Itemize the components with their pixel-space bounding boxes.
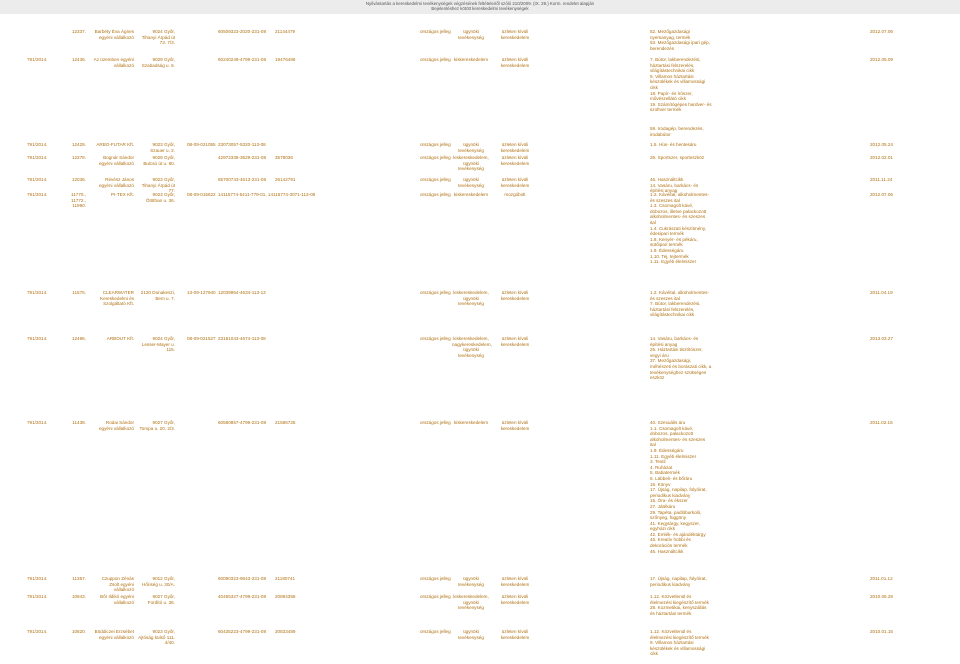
- scope: országos jelleg: [420, 155, 451, 160]
- product-list: [650, 336, 712, 381]
- trader-name: CLEARWATER Kereskedelmi és Szolgáltató Kft.: [100, 290, 134, 307]
- record-number: 11438.: [72, 420, 86, 425]
- trade-form: üzleten kívüli kereskedelem: [500, 142, 530, 153]
- product-item: 26. Sportszer, sporteszköz: [650, 155, 705, 160]
- scope: országos jelleg: [420, 142, 451, 147]
- start-date: 2011.11.24: [870, 177, 893, 182]
- tax-number: 65700743-4613-231-08: [218, 177, 267, 182]
- tax-number: 60240249-4799-231-08: [218, 57, 267, 62]
- product-item: 1.1. Csomagolt kávé, dobozos, palackozott alkoholmentes- és szeszes ital: [650, 425, 706, 448]
- company-reg-number: 08-09-021527: [187, 336, 216, 341]
- product-item: 1.12. Közvetlenül és élelmezési kiegészítő termék: [650, 629, 709, 640]
- record-number: 12496.: [71, 336, 86, 341]
- trade-form: üzleten kívüli kereskedelem: [500, 177, 530, 188]
- product-list: [650, 142, 712, 148]
- start-date: 2012.05.24: [870, 142, 893, 147]
- activity-type: kiskereskedelem, ügynöki tevékenység: [453, 290, 489, 307]
- registry-number: 791/2014.: [27, 155, 48, 160]
- product-item: 14. Vasáru, barkács- és építési anyag: [650, 182, 699, 194]
- header-title: Nyilvántartás a kereskedelmi tevékenységek végzésének feltételeiről szóló 210/2009. (IX. 29.) Korm. rendelet alapján: [365, 1, 595, 6]
- product-item: 1.4. Cukrászati készítmény, édesipari termék: [650, 225, 707, 237]
- start-date: 2013.03.27: [870, 336, 893, 341]
- scope: országos jelleg: [420, 629, 451, 634]
- registry-number: 791/2014.: [27, 420, 48, 425]
- activity-type: kiskereskedelem: [453, 420, 489, 425]
- activity-type: kiskereskedelem, ügynöki tevékenység: [453, 155, 489, 172]
- trader-name: Bőr Ildikó egyéni vállalkozó: [100, 594, 134, 605]
- start-date: 2011.01.12: [870, 576, 893, 581]
- start-date: 2011.02.16: [870, 420, 893, 425]
- product-item: 5. Babatermék: [650, 470, 680, 476]
- product-item: 46. Használtcikk: [650, 548, 684, 554]
- product-item: 17. Újság, napilap, folyóirat, periodikus kiadvány: [650, 576, 707, 587]
- product-list: [650, 57, 712, 113]
- trade-form: üzleten kívüli kereskedelem: [500, 29, 530, 40]
- trader-address: 9023 Győr, Ötöthan u. 36.: [145, 192, 175, 203]
- document-header: [0, 0, 960, 14]
- product-list: [650, 629, 712, 657]
- start-date: 2012.02.01: [870, 155, 893, 160]
- company-reg-number: 13-09-127940: [187, 290, 216, 295]
- trader-name: Révész János egyéni vállalkozó: [99, 177, 134, 188]
- trade-form: üzleten kívüli kereskedelem: [500, 576, 530, 587]
- product-item: 27. Játékáru: [650, 503, 676, 509]
- activity-type: kiskereskedelem, ügynöki tevékenység: [453, 594, 489, 611]
- product-item: 1.5. Hús- és hentesáru: [650, 142, 697, 147]
- scope: országos jelleg: [420, 57, 451, 62]
- stat-number: 21144479: [275, 29, 296, 34]
- product-item: 16. Könyv: [650, 481, 671, 487]
- stat-number: 21586725: [275, 420, 296, 425]
- tax-number: 60090323-9643-231-08: [218, 576, 267, 581]
- trader-address: 9027 Győr, Fordító u. 36.: [147, 594, 175, 605]
- stat-number: 20894358: [275, 594, 296, 599]
- tax-number: 60580857-4799-231-08: [218, 420, 267, 425]
- stat-number: 26142791: [275, 177, 296, 182]
- activity-type: ügynöki tevékenység: [458, 142, 484, 153]
- company-reg-number: 08-09-021055: [187, 142, 216, 147]
- tax-number: 40455327-4799-231-08: [218, 594, 267, 599]
- trade-form: üzleten kívüli kereskedelem: [500, 336, 530, 347]
- stat-number: 3578036: [275, 155, 293, 160]
- registry-number: 791/2014.: [27, 192, 48, 197]
- stat-number: 20833489: [275, 629, 296, 634]
- product-item: 52. Mezőgazdasági nyersanyag, termék: [650, 29, 691, 40]
- registry-number: 791/2014.: [27, 576, 48, 581]
- tax-number: 60509323-2020-231-08: [218, 29, 267, 34]
- start-date: 2011.04.19: [870, 290, 893, 295]
- scope: országos jelleg: [420, 420, 451, 425]
- trader-name: Az üzemben egyéni vállalkozó: [93, 57, 134, 68]
- record-number: 10943.: [71, 594, 86, 599]
- trader-name: Czuppon Zénás Zsolt egyéni vállalkozó: [101, 576, 134, 593]
- trader-address: 9024 Győr, Lesser-Mayer u. 115.: [141, 336, 175, 353]
- product-item: 4. Ruházat: [650, 464, 673, 470]
- trader-address: 9027 Győr, Tompa u. 20. 2/3.: [139, 420, 175, 431]
- tax-number: 12039964-4634-113-13: [218, 290, 266, 295]
- record-number: 12337.: [71, 29, 86, 34]
- header-subtitle: Bejelentéshez kötött kereskedelmi tevékenységek: [431, 6, 529, 12]
- activity-type: ügynöki tevékenység: [458, 29, 484, 40]
- product-item: 42. Emlék- és ajándéktárgy: [650, 531, 706, 537]
- record-number: 12429.: [71, 142, 86, 147]
- scope: országos jelleg: [420, 177, 451, 182]
- trade-form: üzleten kívüli kereskedelem: [500, 420, 530, 431]
- tax-number: 23181043-4674-113-08: [218, 336, 266, 341]
- trader-name: Bognár Sándor egyéni vállalkozó: [99, 155, 134, 166]
- product-item: 45. Kreatív hobbi és dekorációs termék: [650, 537, 691, 549]
- tax-number: 14115774-5411-779-01, 14115774-3071-113-08: [218, 192, 316, 197]
- scope: országos jelleg: [420, 594, 451, 599]
- trader-name: PI-TEX Kft.: [111, 192, 134, 197]
- trader-address: 9029 Győr, Bulcsú út u. 80.: [143, 155, 175, 166]
- tax-number: 42972336-3529-231-08: [218, 155, 267, 160]
- trade-form: üzleten kívüli kereskedelem: [500, 155, 530, 166]
- product-item: 1.11. Egyéb élelmiszer: [650, 259, 697, 265]
- activity-type: ügynöki tevékenység: [458, 177, 484, 188]
- trader-address: 9023 Győr, Ajtóság külső 111. 4/40.: [138, 629, 175, 646]
- trader-address: 9023 Győr, Tihanyi Árpád út 77.: [141, 177, 175, 194]
- product-item: 7. Bútor, lakberendezési, háztartási felszerelés, világítástechnikai cikk: [650, 57, 701, 74]
- product-item: 1.12. Közvetlenül és élelmezési kiegészítő termék: [650, 594, 709, 605]
- product-item: 28. Kozmetikai, kenyszállás és háztartási termék: [650, 605, 707, 616]
- trader-name: ARBOUT Kft.: [106, 336, 134, 341]
- product-item: 1.10. Tej, tejtermék: [650, 253, 689, 259]
- activity-type: ügynöki tevékenység: [458, 629, 484, 640]
- trader-name: ARBO-FUTAR Kft.: [96, 142, 134, 147]
- trader-name: Barbéty Éva Ágnes egyéni vállalkozó: [94, 29, 134, 40]
- record-number: 11575.: [72, 290, 86, 295]
- trade-form: üzleten kívüli kereskedelem: [500, 594, 530, 605]
- product-item: 1.2. Kávéital, alkoholmentes- és szeszes ital: [650, 290, 709, 301]
- registry-number: 791/2014.: [27, 290, 48, 295]
- product-item: 1.9. Édességáru: [650, 447, 684, 453]
- start-date: 2012.07.06: [870, 29, 893, 34]
- product-item: 17. Újság, napilap, folyóirat, periodikus kiadvány: [650, 487, 707, 498]
- activity-type: ügynöki tevékenység: [458, 576, 484, 587]
- product-item: 1.11. Egyéb élelmiszer: [650, 453, 697, 459]
- trader-address: 9024 Győr, Tihanyi Árpád út 73. 7/3.: [141, 29, 175, 46]
- record-number: 11770., 11772., 11990.: [71, 192, 86, 209]
- stat-number: 19476486: [275, 57, 296, 62]
- registry-number: 791/2014.: [27, 594, 48, 599]
- product-item: 7. Bútor, lakberendezési, háztartási felszerelés, világítástechnikai cikk: [650, 301, 701, 318]
- registry-number: 791/2014.: [27, 629, 48, 634]
- start-date: 2012.05.09: [870, 57, 893, 62]
- product-item: 18. Papír- és írószer, művészellátó cikk: [650, 90, 693, 102]
- product-item: 6. Lábbeli- és bőráru: [650, 475, 693, 481]
- trader-name: Böddiczei Erzsébet egyéni vállalkozó: [94, 629, 134, 640]
- scope: országos jelleg: [420, 576, 451, 581]
- product-item: 9. Villamos háztartási készülékek és villamossági cikk: [650, 640, 706, 657]
- product-item: 46. Használtcikk: [650, 177, 684, 182]
- activity-type: kiskereskedelem: [453, 192, 489, 197]
- product-list: [650, 594, 712, 616]
- product-list: [650, 290, 712, 318]
- product-item: 1.9. Édességáru: [650, 247, 684, 253]
- scope: országos jelleg: [420, 29, 451, 34]
- stat-number: 21180741: [275, 576, 296, 581]
- product-item: 3. Textil: [650, 459, 666, 465]
- start-date: 2010.01.15: [870, 629, 893, 634]
- product-item: 19. Számítógépes hardver- és szoftver termék: [650, 101, 712, 113]
- tax-number: 60435223-4799-231-08: [218, 629, 267, 634]
- product-item: 14. Vasáru, barkács- és építési anyag: [650, 336, 699, 347]
- tax-number: 23073057-5320-113-08: [218, 142, 266, 147]
- activity-type: kiskereskedelem, nagykereskedelem, ügynöki tevékenység: [452, 336, 492, 358]
- registry-number: 791/2014.: [27, 336, 48, 341]
- trade-form: üzleten kívüli kereskedelem: [500, 57, 530, 68]
- registry-number: 791/2014.: [27, 142, 48, 147]
- product-list: [650, 155, 712, 161]
- product-item: 37. Mezőgazdasági, méhészeti és borászati cikk, a tevékenységhez szükséges eszköz: [650, 358, 712, 381]
- registry-number: 791/2014.: [27, 57, 48, 62]
- product-item: 1.8. Kenyér- és pékáru, sütőipari termék: [650, 236, 698, 248]
- product-list: [650, 576, 712, 587]
- registry-number: 791/2014.: [27, 177, 48, 182]
- trader-address: 2120 Dunakeszi, Bem u. 7.: [140, 290, 175, 301]
- product-item: 9. Villamos háztartási készülékek és villamossági cikk: [650, 73, 706, 90]
- product-list: [650, 29, 712, 51]
- product-item: 25. Háztartási tisztítószer, vegyi áru: [650, 347, 703, 358]
- record-number: 12278.: [71, 155, 86, 160]
- product-item: 53. Mezőgazdasági ipari gép, berendezés: [650, 40, 711, 51]
- product-item: 29. Tapéta, padlóburkoló, szőnyeg, függöny: [650, 509, 702, 521]
- record-number: 11357.: [72, 576, 86, 581]
- scope: országos jelleg: [420, 192, 451, 197]
- product-item: 15. Óra- és ékszer: [650, 498, 688, 504]
- record-number: 12436.: [71, 57, 86, 62]
- trader-address: 9012 Győr, Hőriség u. 30/A.: [142, 576, 175, 587]
- product-list: [650, 192, 712, 265]
- record-number: 10820.: [71, 629, 86, 634]
- activity-type: kiskereskedelem: [453, 57, 489, 62]
- product-list: [650, 126, 712, 137]
- start-date: 2012.07.06: [870, 192, 893, 197]
- product-item: 41. Kegytárgy, kegyszer, egyházi cikk: [650, 520, 700, 532]
- company-reg-number: 08-09-015622: [187, 192, 216, 197]
- start-date: 2010.06.29: [870, 594, 893, 599]
- trade-form: üzleten kívüli kereskedelem: [500, 290, 530, 301]
- trade-form: mozgóbolt: [504, 192, 526, 197]
- trader-address: 9023 Győr, Szauer u. 2.: [150, 142, 175, 153]
- scope: országos jelleg: [420, 336, 451, 341]
- product-item: 59. Irodagép, berendezés, irodabútor: [650, 126, 704, 137]
- product-list: [650, 420, 712, 554]
- trader-name: Rodai Sándor egyéni vállalkozó: [99, 420, 134, 431]
- product-item: 1.2. Kávéital, alkoholmentes- és szeszes ital: [650, 192, 709, 203]
- record-number: 12036.: [71, 177, 86, 182]
- trader-address: 9029 Győr, Szabadság u. 6.: [141, 57, 175, 68]
- trade-form: üzleten kívüli kereskedelem: [500, 629, 530, 640]
- product-item: 40. Szexuális áru: [650, 420, 686, 425]
- product-item: 1.3. Csomagolt kávé, dobozos, illetve palackozott alkoholmentes- és szeszes ital: [650, 203, 707, 225]
- scope: országos jelleg: [420, 290, 451, 295]
